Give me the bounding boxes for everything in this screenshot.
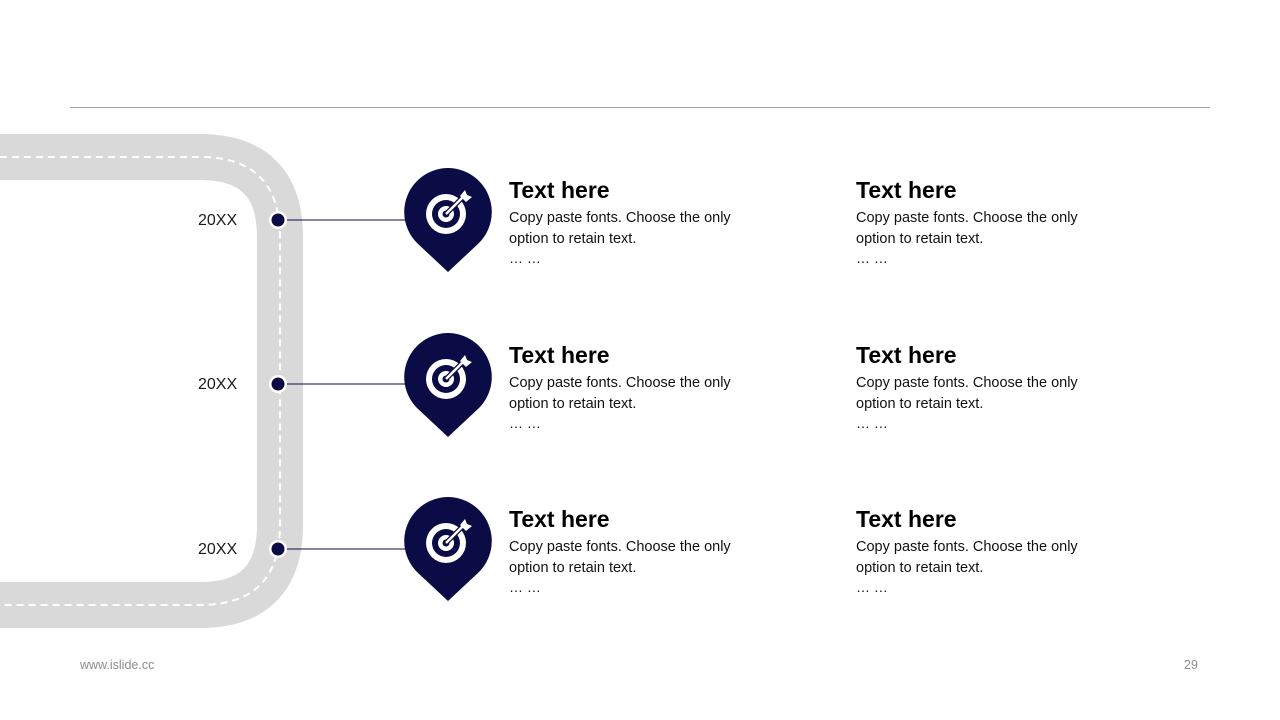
footer-website: www.islide.cc bbox=[80, 658, 155, 672]
block-ellipsis: … … bbox=[856, 250, 888, 266]
block-ellipsis: … … bbox=[856, 579, 888, 595]
block-body: Copy paste fonts. Choose the only option to retain text. bbox=[856, 375, 1078, 412]
text-block bbox=[509, 341, 749, 431]
block-body: Copy paste fonts. Choose the only option to retain text. bbox=[856, 210, 1078, 247]
block-title: Text here bbox=[856, 177, 957, 203]
year-label: 20XX bbox=[198, 376, 238, 393]
target-pin-icon bbox=[402, 495, 494, 605]
block-body: Copy paste fonts. Choose the only option to retain text. bbox=[856, 539, 1078, 576]
year-label: 20XX bbox=[198, 541, 238, 558]
block-title: Text here bbox=[509, 506, 610, 532]
block-ellipsis: … … bbox=[856, 415, 888, 431]
block-ellipsis: … … bbox=[509, 250, 541, 266]
block-title: Text here bbox=[856, 506, 957, 532]
text-block bbox=[856, 176, 1096, 266]
block-body: Copy paste fonts. Choose the only option to retain text. bbox=[509, 375, 731, 412]
block-title: Text here bbox=[509, 342, 610, 368]
text-block bbox=[856, 341, 1096, 431]
target-pin-icon bbox=[402, 331, 494, 441]
year-label: 20XX bbox=[198, 212, 238, 229]
text-block bbox=[509, 505, 749, 595]
text-block bbox=[856, 505, 1096, 595]
block-title: Text here bbox=[856, 342, 957, 368]
block-ellipsis: … … bbox=[509, 579, 541, 595]
target-pin-icon bbox=[402, 166, 494, 276]
block-ellipsis: … … bbox=[509, 415, 541, 431]
block-body: Copy paste fonts. Choose the only option to retain text. bbox=[509, 210, 731, 247]
page-number: 29 bbox=[1184, 658, 1198, 672]
block-title: Text here bbox=[509, 177, 610, 203]
block-body: Copy paste fonts. Choose the only option to retain text. bbox=[509, 539, 731, 576]
text-block bbox=[509, 176, 749, 266]
